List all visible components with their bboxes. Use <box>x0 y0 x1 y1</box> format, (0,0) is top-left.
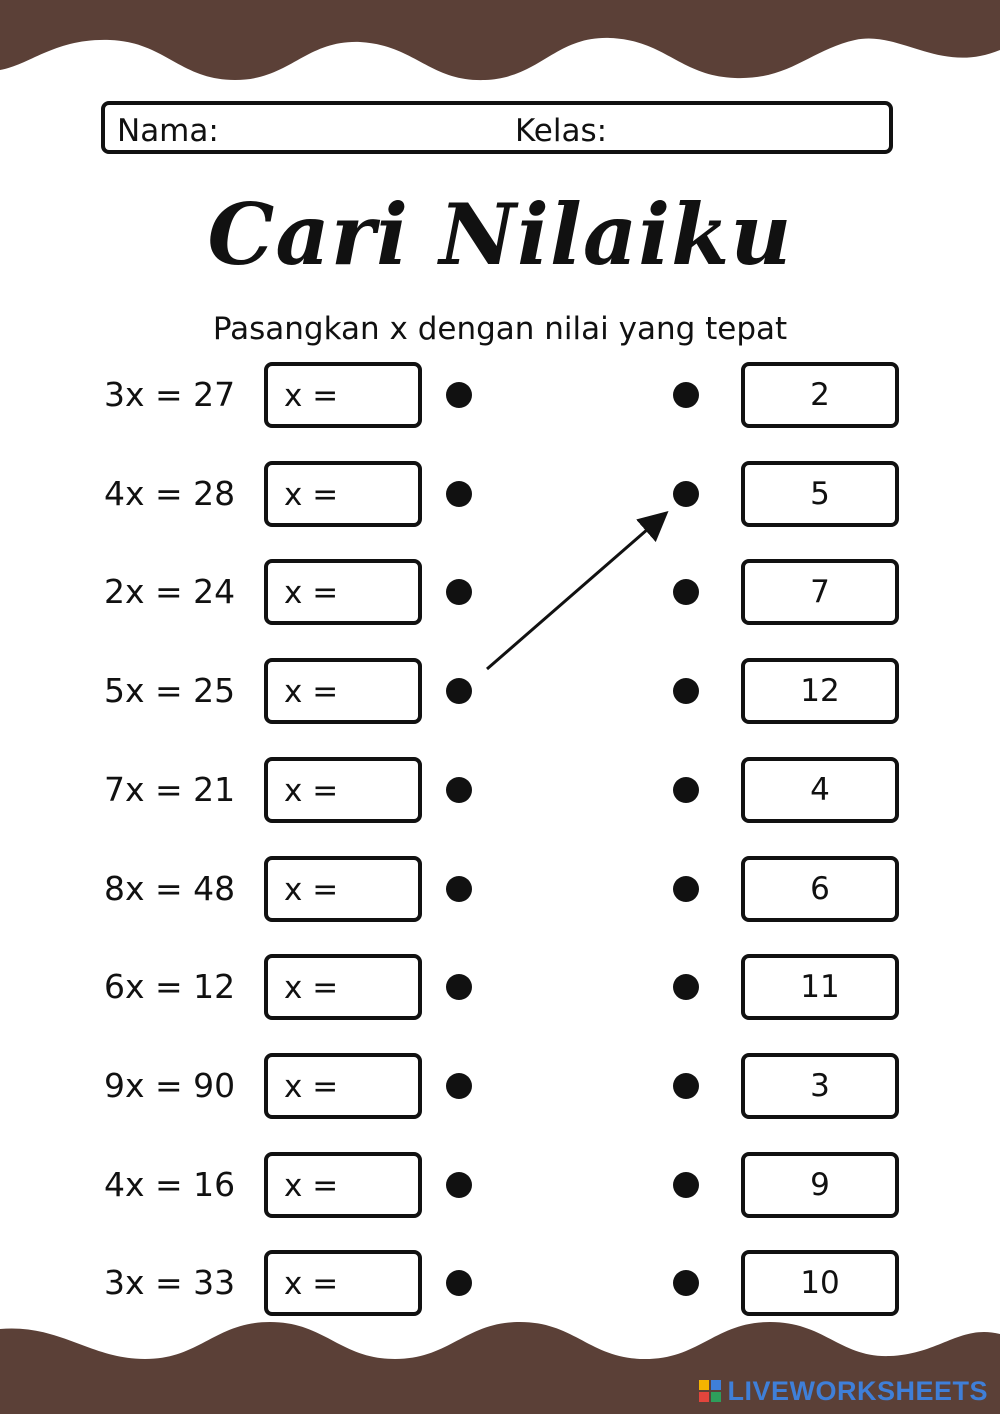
value-box: 5 <box>741 461 899 527</box>
left-connector-dot[interactable] <box>446 1172 472 1198</box>
right-connector-dot[interactable] <box>673 1073 699 1099</box>
answer-prefix: x = <box>284 773 339 809</box>
answer-input-box[interactable] <box>264 856 422 922</box>
value-box: 4 <box>741 757 899 823</box>
value-box: 10 <box>741 1250 899 1316</box>
answer-input-box[interactable] <box>264 559 422 625</box>
value-box: 7 <box>741 559 899 625</box>
matching-row <box>0 757 1000 823</box>
matching-row <box>0 362 1000 428</box>
answer-prefix: x = <box>284 1168 339 1204</box>
equation-text: 2x = 24 <box>104 572 236 611</box>
answer-input-box[interactable] <box>264 362 422 428</box>
right-connector-dot[interactable] <box>673 1270 699 1296</box>
answer-prefix: x = <box>284 575 339 611</box>
answer-input-box[interactable] <box>264 757 422 823</box>
matching-row <box>0 856 1000 922</box>
answer-input-box[interactable] <box>264 1053 422 1119</box>
answer-prefix: x = <box>284 1069 339 1105</box>
answer-input-box[interactable] <box>264 461 422 527</box>
liveworksheets-brand <box>699 1376 988 1406</box>
answer-prefix: x = <box>284 477 339 513</box>
left-connector-dot[interactable] <box>446 579 472 605</box>
value-box: 12 <box>741 658 899 724</box>
matching-row <box>0 1250 1000 1316</box>
answer-input-box[interactable] <box>264 658 422 724</box>
equation-text: 9x = 90 <box>104 1066 236 1105</box>
right-connector-dot[interactable] <box>673 481 699 507</box>
equation-text: 4x = 16 <box>104 1165 236 1204</box>
left-connector-dot[interactable] <box>446 777 472 803</box>
name-label: Nama: <box>117 113 219 149</box>
worksheet-title: Cari Nilaiku <box>207 185 793 284</box>
right-connector-dot[interactable] <box>673 382 699 408</box>
top-wave-border <box>0 0 1000 90</box>
matching-row <box>0 461 1000 527</box>
right-connector-dot[interactable] <box>673 579 699 605</box>
left-connector-dot[interactable] <box>446 876 472 902</box>
right-connector-dot[interactable] <box>673 974 699 1000</box>
equation-text: 4x = 28 <box>104 474 236 513</box>
value-box: 3 <box>741 1053 899 1119</box>
equation-text: 6x = 12 <box>104 967 236 1006</box>
value-box: 11 <box>741 954 899 1020</box>
matching-row <box>0 658 1000 724</box>
right-connector-dot[interactable] <box>673 777 699 803</box>
value-box: 6 <box>741 856 899 922</box>
equation-text: 5x = 25 <box>104 671 236 710</box>
left-connector-dot[interactable] <box>446 1073 472 1099</box>
equation-text: 3x = 27 <box>104 375 236 414</box>
left-connector-dot[interactable] <box>446 678 472 704</box>
answer-prefix: x = <box>284 1266 339 1302</box>
left-connector-dot[interactable] <box>446 974 472 1000</box>
left-connector-dot[interactable] <box>446 382 472 408</box>
answer-input-box[interactable] <box>264 954 422 1020</box>
liveworksheets-logo-icon <box>699 1380 721 1402</box>
answer-input-box[interactable] <box>264 1152 422 1218</box>
equation-text: 3x = 33 <box>104 1263 236 1302</box>
right-connector-dot[interactable] <box>673 1172 699 1198</box>
answer-prefix: x = <box>284 970 339 1006</box>
answer-input-box[interactable] <box>264 1250 422 1316</box>
right-connector-dot[interactable] <box>673 876 699 902</box>
answer-prefix: x = <box>284 378 339 414</box>
matching-row <box>0 1152 1000 1218</box>
answer-prefix: x = <box>284 674 339 710</box>
right-connector-dot[interactable] <box>673 678 699 704</box>
left-connector-dot[interactable] <box>446 481 472 507</box>
matching-row <box>0 1053 1000 1119</box>
class-label: Kelas: <box>515 113 608 149</box>
value-box: 9 <box>741 1152 899 1218</box>
brand-text: LIVEWORKSHEETS <box>727 1375 988 1406</box>
answer-prefix: x = <box>284 872 339 908</box>
value-box: 2 <box>741 362 899 428</box>
worksheet-instructions: Pasangkan x dengan nilai yang tepat <box>212 311 788 347</box>
matching-row <box>0 559 1000 625</box>
matching-row <box>0 954 1000 1020</box>
equation-text: 8x = 48 <box>104 869 236 908</box>
left-connector-dot[interactable] <box>446 1270 472 1296</box>
equation-text: 7x = 21 <box>104 770 236 809</box>
student-info-box <box>101 101 893 154</box>
